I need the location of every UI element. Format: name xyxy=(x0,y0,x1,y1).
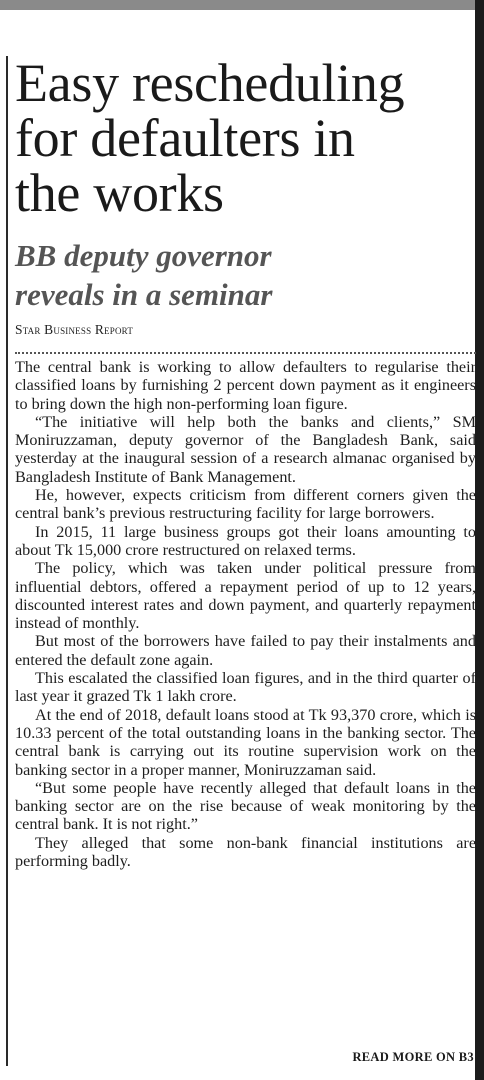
paragraph: The central bank is working to allow defaulters to regularise their classified loans by furnishing 2 percent down payment as it engineers to bring down the high non-performing loan figure. xyxy=(15,358,476,413)
read-more-link[interactable]: READ MORE ON B3 xyxy=(352,1050,474,1064)
paragraph: In 2015, 11 large business groups got their loans amounting to about Tk 15,000 crore restructured on relaxed terms. xyxy=(15,522,476,559)
subheadline: BB deputy governor reveals in a seminar xyxy=(15,238,273,312)
paragraph: But most of the borrowers have failed to pay their instalments and entered the default zone again. xyxy=(15,632,476,669)
paragraph: At the end of 2018, default loans stood at Tk 93,370 crore, which is 10.33 percent of the total outstanding loans in the banking sector. The central bank is carrying out its routine supervision work on the banking sector in a proper manner, Moniruzzaman said. xyxy=(15,705,476,779)
paragraph: He, however, expects criticism from different corners given the central bank’s previous restructuring facility for large borrowers. xyxy=(15,486,476,523)
paragraph: “But some people have recently alleged that default loans in the banking sector are on the rise because of weak monitoring by the central bank. It is not right.” xyxy=(15,778,476,834)
byline: Star Business Report xyxy=(15,322,134,337)
column-rule xyxy=(6,56,8,1066)
paragraph: “The initiative will help both the banks and clients,” SM Moniruzzaman, deputy governor of the Bangladesh Bank, said yesterday at the inaugural session of a research almanac organised by Bangladesh Institute of Bank Management. xyxy=(15,412,476,486)
paragraph: They alleged that some non-bank financial institutions are performing badly. xyxy=(15,833,476,871)
page-top-bar xyxy=(0,0,475,10)
dotted-divider xyxy=(15,352,476,354)
headline: Easy rescheduling for defaulters in the works xyxy=(15,53,405,223)
paragraph: The policy, which was taken under political pressure from influential debtors, offered a repayment period of up to 12 years, discounted interest rates and down payment, and quarterly repayment instead of monthly. xyxy=(15,559,476,633)
article-body xyxy=(15,358,476,870)
paragraph: This escalated the classified loan figures, and in the third quarter of last year it grazed Tk 1 lakh crore. xyxy=(15,669,476,706)
